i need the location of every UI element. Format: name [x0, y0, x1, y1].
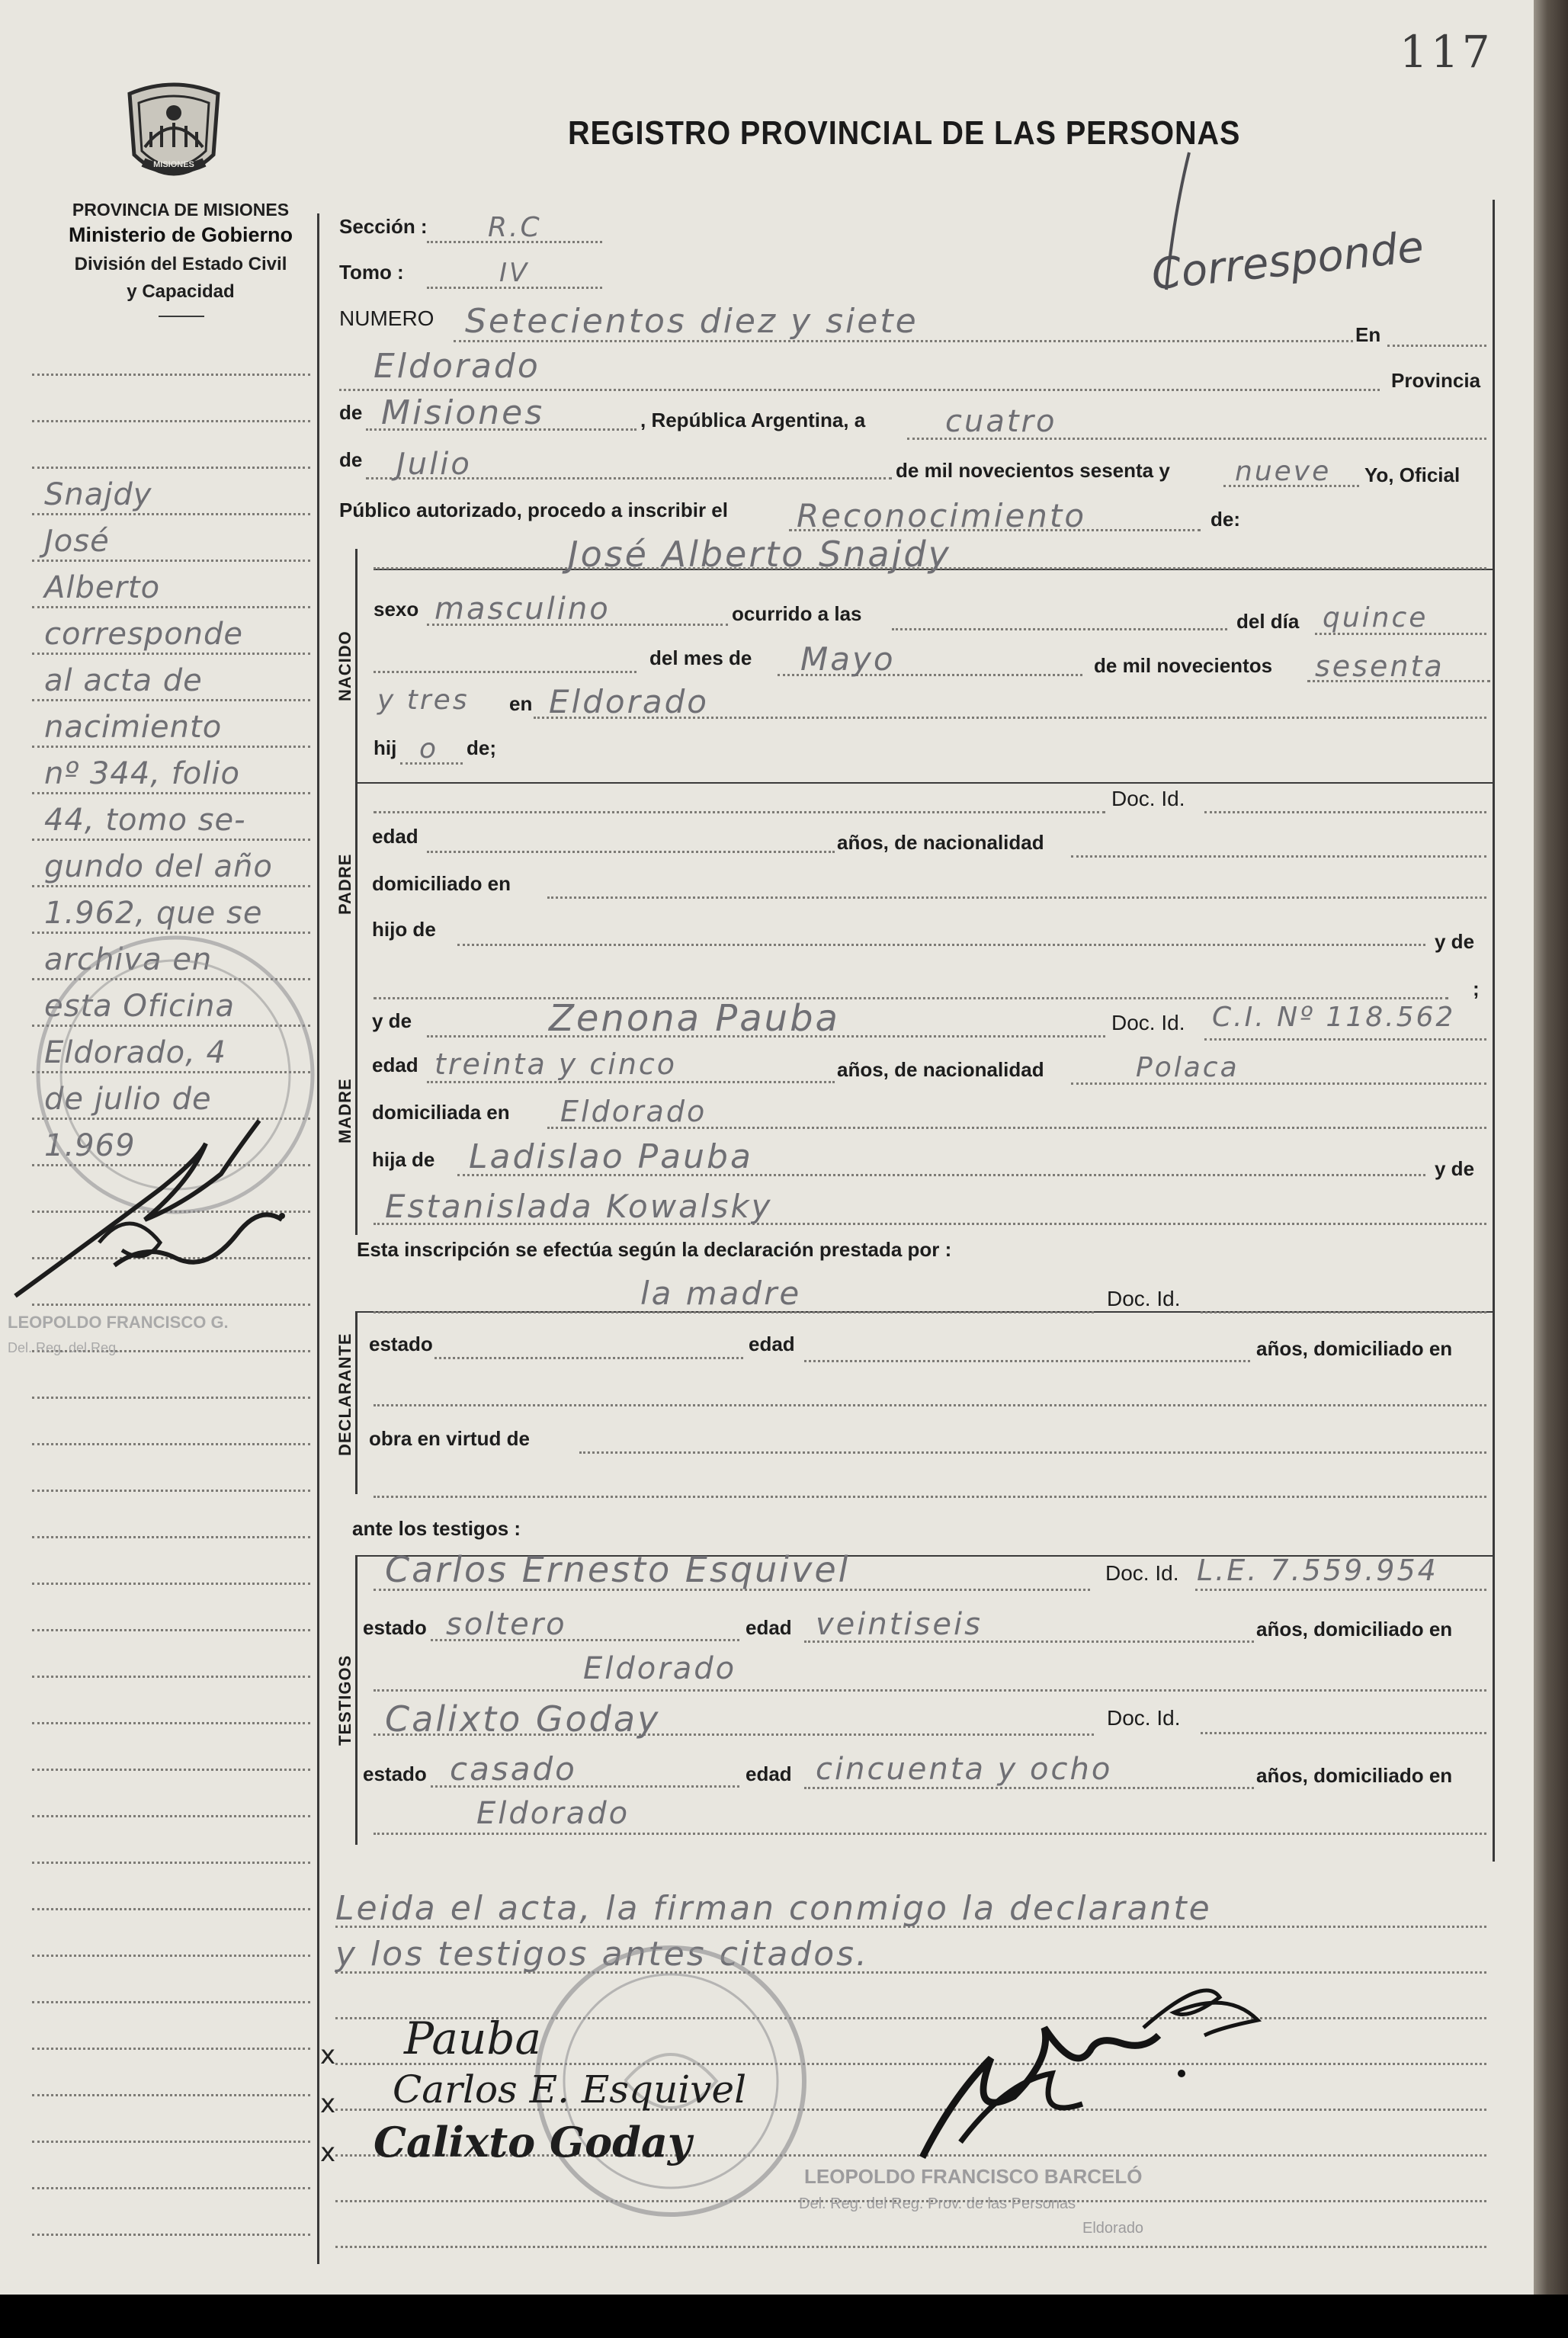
- margin-dotted-line: [32, 885, 310, 887]
- acto-value: Reconocimiento: [797, 497, 1087, 534]
- margin-dotted-line: [32, 606, 310, 608]
- padre-top-rule: [355, 782, 1493, 784]
- en-label: En: [1355, 323, 1381, 346]
- hora2-line: [374, 671, 636, 673]
- madre-edad-line: [427, 1081, 835, 1083]
- margin-note-line: esta Oficina: [44, 989, 236, 1024]
- svg-text:MISIONES: MISIONES: [153, 160, 194, 169]
- padre-abuela-line: [374, 997, 1448, 999]
- madre-name-value: Zenona Pauba: [549, 997, 840, 1040]
- header-ministry: Ministerio de Gobierno: [68, 223, 293, 246]
- de2-label: de: [339, 448, 363, 471]
- section-label-testigos: TESTIGOS: [335, 1654, 354, 1746]
- testigo2-doc-line: [1201, 1732, 1486, 1734]
- padre-nac-label: años, de nacionalidad: [837, 831, 1044, 854]
- document-title: REGISTRO PROVINCIAL DE LAS PERSONAS: [568, 114, 1241, 152]
- en2-label: en: [509, 692, 533, 715]
- testigo1-estado-label: estado: [363, 1616, 427, 1639]
- testigo1-edad-value: veintiseis: [816, 1607, 983, 1642]
- declarante-edad-label: edad: [749, 1333, 795, 1355]
- testigo1-edad-label: edad: [746, 1616, 792, 1639]
- padre-doc-label: Doc. Id.: [1111, 787, 1185, 810]
- margin-stamp-line2: Del. Reg. del Reg.: [8, 1340, 120, 1355]
- numero-value: Setecientos diez y siete: [465, 302, 919, 341]
- provincial-emblem-icon: [122, 79, 226, 193]
- yo-oficial-label: Yo, Oficial: [1364, 463, 1461, 486]
- de-mil-label: de mil novecientos sesenta y: [896, 459, 1170, 482]
- inscripcion-label: Esta inscripción se efectúa según la declaración prestada por :: [357, 1238, 952, 1261]
- margin-dotted-line: [32, 513, 310, 515]
- del-dia-label: del día: [1236, 610, 1300, 633]
- testigo2-dom-value: Eldorado: [476, 1796, 630, 1831]
- dia-acta-value: cuatro: [945, 404, 1057, 439]
- testigo2-doc-label: Doc. Id.: [1107, 1706, 1181, 1730]
- signature-mother: Pauba: [404, 2012, 542, 2064]
- padre-edad-line: [427, 851, 835, 853]
- mes-nac-value: Mayo: [800, 640, 896, 678]
- obra-label: obra en virtud de: [369, 1427, 530, 1450]
- provincia-label: Provincia: [1391, 369, 1481, 392]
- closing-text-1: Leida el acta, la firman conmigo la declarante: [335, 1889, 1212, 1928]
- testigo2-value: Calixto Goday: [385, 1698, 661, 1740]
- testigo1-estado-value: soltero: [446, 1607, 567, 1642]
- padre-dom-label: domiciliado en: [372, 872, 511, 895]
- margin-dotted-line: [32, 374, 310, 376]
- margin-stamp-line1: LEOPOLDO FRANCISCO G.: [8, 1313, 229, 1332]
- madre-nac-value: Polaca: [1136, 1052, 1239, 1083]
- margin-dotted-line: [32, 1908, 310, 1910]
- top-annotation: Corresponde: [1149, 222, 1426, 300]
- testigo1-dom-value: Eldorado: [583, 1651, 737, 1686]
- testigos-bracket: [355, 1555, 358, 1845]
- sexo-label: sexo: [374, 598, 419, 621]
- section-label-declarante: DECLARANTE: [335, 1333, 354, 1456]
- del-mes-label: del mes de: [649, 646, 752, 669]
- madre-dom-label: domiciliada en: [372, 1101, 510, 1124]
- testigo2-edad-label: edad: [746, 1762, 792, 1785]
- margin-note-line: Snajdy: [44, 477, 152, 512]
- provincia-value: Misiones: [381, 393, 545, 432]
- nacido-bracket: [355, 549, 358, 793]
- header-division: División del Estado Civil: [74, 254, 287, 274]
- de-label: de: [339, 401, 363, 424]
- margin-signature-icon: [8, 1067, 328, 1319]
- anio-nac2-value: y tres: [377, 685, 470, 716]
- x-mark-3: x: [320, 2138, 336, 2168]
- section-label-nacido: NACIDO: [335, 630, 354, 701]
- margin-dotted-line: [32, 1490, 310, 1492]
- tomo-label: Tomo :: [339, 261, 404, 284]
- bottom-stamp-line1: LEOPOLDO FRANCISCO BARCELÓ: [804, 2165, 1143, 2188]
- book-binding-edge: [1534, 0, 1568, 2295]
- madre-madre-value: Estanislada Kowalsky: [385, 1188, 773, 1225]
- testigo2-edad-line: [804, 1787, 1254, 1789]
- margin-note-line: 1.962, que se: [44, 896, 263, 931]
- margin-note-line: nacimiento: [44, 710, 223, 745]
- margin-dotted-line: [32, 1955, 310, 1957]
- madre-hija-label: hija de: [372, 1148, 435, 1171]
- margin-dotted-line: [32, 1769, 310, 1771]
- margin-dotted-line: [32, 2187, 310, 2189]
- republica-label: , República Argentina, a: [640, 409, 866, 431]
- testigo1-doc-label: Doc. Id.: [1105, 1561, 1179, 1585]
- margin-note-line: de julio de: [44, 1082, 212, 1117]
- testigo1-anios-label: años, domiciliado en: [1256, 1618, 1453, 1640]
- testigo2-dom-line: [374, 1833, 1486, 1835]
- x-mark-2: x: [320, 2089, 336, 2119]
- official-signature-icon: [899, 1967, 1296, 2173]
- ante-label: ante los testigos :: [352, 1517, 521, 1540]
- testigo2-estado-label: estado: [363, 1762, 427, 1785]
- declarante-doc-line: [1201, 1311, 1486, 1313]
- sexo-value: masculino: [434, 592, 611, 627]
- header-capacity: y Capacidad: [127, 281, 235, 302]
- declarante-value: la madre: [640, 1275, 802, 1312]
- header-province: PROVINCIA DE MISIONES: [72, 200, 290, 220]
- mes-acta-value: Julio: [396, 447, 472, 482]
- bottom-stamp-line2: Del. Reg. del Reg. Prov. de las Personas: [799, 2195, 1076, 2212]
- obra-line: [579, 1451, 1486, 1454]
- margin-note-line: Eldorado, 4: [44, 1035, 226, 1070]
- hij-value: o: [419, 733, 439, 765]
- madre-bracket: [355, 1006, 358, 1235]
- page-number: 117: [1400, 26, 1493, 78]
- margin-dotted-line: [32, 420, 310, 422]
- publico-label: Público autorizado, procedo a inscribir el: [339, 499, 728, 521]
- de-colon-label: de:: [1210, 508, 1240, 531]
- madre-edad-label: edad: [372, 1054, 418, 1076]
- margin-dotted-line: [32, 2094, 310, 2096]
- madre-doc-value: C.I. Nº 118.562: [1212, 1002, 1456, 1033]
- margin-dotted-line: [32, 1815, 310, 1817]
- right-frame-rule: [1493, 200, 1495, 1862]
- seccion-value: R.C: [488, 212, 542, 243]
- margin-dotted-line: [32, 2234, 310, 2236]
- margin-note-line: al acta de: [44, 663, 203, 698]
- madre-dom-value: Eldorado: [560, 1095, 707, 1128]
- declarante-bracket: [355, 1311, 358, 1494]
- testigo1-value: Carlos Ernesto Esquivel: [385, 1549, 851, 1590]
- margin-dotted-line: [32, 560, 310, 562]
- margin-dotted-line: [32, 2141, 310, 2143]
- madre-padre-value: Ladislao Pauba: [469, 1137, 753, 1176]
- margin-dotted-line: [32, 1722, 310, 1724]
- padre-dom-line: [547, 896, 1486, 899]
- lugar-line: [339, 389, 1380, 391]
- margin-note-line: José: [44, 524, 110, 559]
- declarante-estado-line: [434, 1357, 743, 1359]
- madre-edad-value: treinta y cinco: [434, 1047, 678, 1081]
- padre-bracket: [355, 782, 358, 1011]
- signature-witness-2: Calixto Goday: [374, 2118, 692, 2166]
- margin-dotted-line: [32, 467, 310, 469]
- madre-y-de2-label: y de: [1435, 1157, 1475, 1180]
- testigo1-doc-value: L.E. 7.559.954: [1197, 1554, 1438, 1587]
- margin-dotted-line: [32, 2001, 310, 2003]
- margin-dotted-line: [32, 1629, 310, 1631]
- lugar-nac-value: Eldorado: [549, 683, 709, 720]
- margin-dotted-line: [32, 746, 310, 748]
- testigo2-estado-value: casado: [450, 1750, 577, 1788]
- margin-dotted-line: [32, 792, 310, 794]
- x-mark-1: x: [320, 2040, 336, 2070]
- margin-note-line: corresponde: [44, 617, 244, 652]
- padre-hijo-label: hijo de: [372, 918, 436, 941]
- margin-note-line: 1.969: [44, 1128, 136, 1163]
- hij-label: hij: [374, 736, 397, 759]
- padre-y-de-label: y de: [1435, 930, 1475, 953]
- madre-y-de-label: y de: [372, 1009, 412, 1032]
- margin-note-line: 44, tomo se-: [44, 803, 246, 838]
- closing-text-2: y los testigos antes citados.: [335, 1935, 870, 1974]
- declarante-edad-line: [804, 1360, 1250, 1362]
- obra2-line: [374, 1496, 1486, 1498]
- lugar-value: Eldorado: [374, 347, 540, 386]
- testigo2-anios-label: años, domiciliado en: [1256, 1764, 1453, 1787]
- numero-label: NUMERO: [339, 306, 434, 330]
- margin-dotted-line: [32, 653, 310, 655]
- anio-acta-value: nueve: [1235, 456, 1332, 487]
- testigo1-doc-line: [1195, 1589, 1486, 1591]
- padre-nac-line: [1071, 855, 1486, 858]
- section-label-madre: MADRE: [335, 1078, 354, 1143]
- closing-dotted-line: [335, 2246, 1486, 2248]
- margin-dotted-line: [32, 699, 310, 701]
- anio-nac-value: sesenta: [1315, 649, 1445, 683]
- declarante-dom-line: [374, 1404, 1486, 1406]
- margin-note-line: gundo del año: [44, 849, 273, 884]
- en-line: [1387, 345, 1486, 347]
- margin-dotted-line: [32, 1676, 310, 1678]
- seccion-label: Sección :: [339, 215, 428, 238]
- dia-nac-value: quince: [1323, 602, 1429, 633]
- margin-dotted-line: [32, 2048, 310, 2050]
- testigo2-edad-value: cincuenta y ocho: [816, 1752, 1113, 1787]
- testigo1-dom-line: [374, 1689, 1486, 1692]
- margin-dotted-line: [32, 1862, 310, 1864]
- padre-semicolon: ;: [1473, 977, 1480, 1000]
- de-mil2-label: de mil novecientos: [1094, 654, 1273, 677]
- declarante-doc-label: Doc. Id.: [1107, 1287, 1181, 1310]
- margin-note-line: archiva en: [44, 942, 213, 977]
- madre-nac-line: [1071, 1082, 1486, 1085]
- annotation-stroke-icon: [1143, 145, 1235, 297]
- madre-doc-line: [1204, 1038, 1486, 1041]
- declarante-anios-label: años, domiciliado en: [1256, 1337, 1453, 1360]
- de-semi-label: de;: [467, 736, 496, 759]
- bottom-stamp-line3: Eldorado: [1082, 2220, 1144, 2237]
- margin-dotted-line: [32, 1443, 310, 1445]
- image-id-footer: [0, 2295, 1568, 2338]
- signature-witness-1: Carlos E. Esquivel: [393, 2067, 747, 2112]
- margin-dotted-line: [32, 1397, 310, 1399]
- hora-line: [892, 628, 1227, 630]
- margin-dotted-line: [32, 1583, 310, 1585]
- tomo-value: IV: [499, 258, 530, 288]
- padre-edad-label: edad: [372, 825, 418, 848]
- padre-name-line: [374, 811, 1105, 813]
- header-divider: [159, 316, 204, 317]
- madre-nac-label: años, de nacionalidad: [837, 1058, 1044, 1081]
- padre-doc-line: [1204, 811, 1486, 813]
- margin-note-line: nº 344, folio: [44, 756, 240, 791]
- padre-hijo-line: [457, 944, 1425, 946]
- ocurrido-label: ocurrido a las: [732, 602, 862, 625]
- margin-dotted-line: [32, 1536, 310, 1538]
- nombre-value: José Alberto Snajdy: [568, 534, 951, 575]
- margin-dotted-line: [32, 839, 310, 841]
- madre-doc-label: Doc. Id.: [1111, 1011, 1185, 1034]
- margin-note-line: Alberto: [44, 570, 161, 605]
- section-label-padre: PADRE: [335, 853, 354, 915]
- declarante-estado-label: estado: [369, 1333, 433, 1355]
